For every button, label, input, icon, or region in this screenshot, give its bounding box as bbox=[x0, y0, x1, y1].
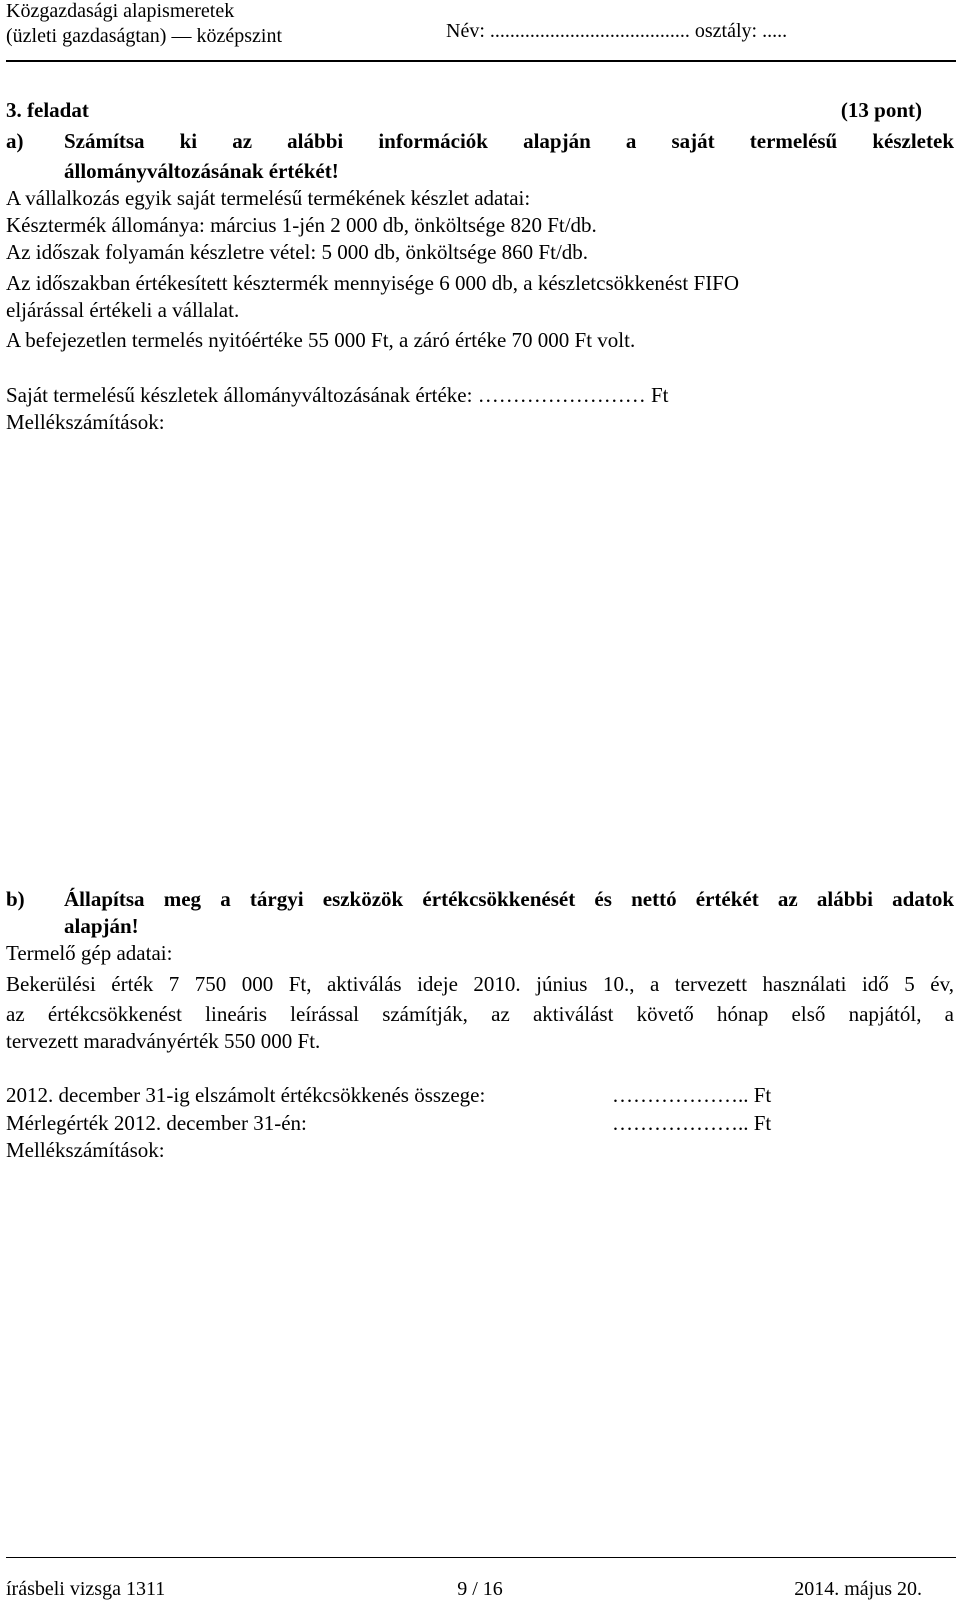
part-a-letter: a) bbox=[6, 129, 24, 153]
part-b-instruction-line1: Állapítsa meg a tárgyi eszközök értékcsökkenését és nettó értékét az alábbi adatok bbox=[64, 887, 954, 911]
part-a-line-1: A vállalkozás egyik saját termelésű termékének készlet adatai: bbox=[6, 186, 531, 210]
footer-date: 2014. május 20. bbox=[794, 1578, 922, 1600]
depreciation-question-label: 2012. december 31-ig elszámolt értékcsökkenés összege: bbox=[6, 1083, 486, 1107]
footer-page-number: 9 / 16 bbox=[457, 1578, 503, 1600]
subject-level: (üzleti gazdaságtan) — középszint bbox=[6, 25, 282, 47]
part-a-side-calc-label: Mellékszámítások: bbox=[6, 410, 165, 434]
part-a-answer-label: Saját termelésű készletek állományváltozásának értéke: …………………… Ft bbox=[6, 383, 669, 407]
part-a-line-2: Késztermék állománya: március 1-jén 2 000 db, önköltsége 820 Ft/db. bbox=[6, 213, 597, 237]
header-divider bbox=[6, 60, 956, 62]
part-b-line-2: az értékcsökkenést lineáris leírással számítják, az aktiválást követő hónap első napjától, a bbox=[6, 1002, 954, 1026]
balance-value-question-label: Mérlegérték 2012. december 31-én: bbox=[6, 1111, 307, 1135]
part-a-line-3: Az időszak folyamán készletre vétel: 5 000 db, önköltsége 860 Ft/db. bbox=[6, 240, 589, 264]
balance-value-answer-blank: ……………….. Ft bbox=[612, 1111, 772, 1135]
name-class-field: Név: ........................................ osztály: ..... bbox=[446, 20, 788, 42]
part-a-instruction-line1: Számítsa ki az alábbi információk alapján a saját termelésű készletek bbox=[64, 129, 954, 153]
part-a-instruction-line2: állományváltozásának értékét! bbox=[64, 159, 339, 183]
part-b-instruction-line2: alapján! bbox=[64, 914, 139, 938]
part-b-side-calc-label: Mellékszámítások: bbox=[6, 1138, 165, 1162]
part-b-subheading: Termelő gép adatai: bbox=[6, 941, 173, 965]
subject-title: Közgazdasági alapismeretek bbox=[6, 0, 235, 22]
part-a-line-4: Az időszakban értékesített késztermék mennyisége 6 000 db, a készletcsökkenést FIFO bbox=[6, 271, 740, 295]
part-b-line-1: Bekerülési érték 7 750 000 Ft, aktiválás ideje 2010. június 10., a tervezett használati idő 5 év, bbox=[6, 972, 954, 996]
task-points: (13 pont) bbox=[840, 98, 922, 122]
part-a-line-6: A befejezetlen termelés nyitóértéke 55 000 Ft, a záró értéke 70 000 Ft volt. bbox=[6, 328, 636, 352]
part-b-line-3: tervezett maradványérték 550 000 Ft. bbox=[6, 1029, 321, 1053]
part-b-letter: b) bbox=[6, 887, 25, 911]
task-number: 3. feladat bbox=[6, 98, 89, 122]
part-a-line-5: eljárással értékeli a vállalat. bbox=[6, 298, 240, 322]
footer-exam-code: írásbeli vizsga 1311 bbox=[6, 1578, 166, 1600]
footer-divider bbox=[6, 1557, 956, 1558]
depreciation-answer-blank: ……………….. Ft bbox=[612, 1083, 772, 1107]
